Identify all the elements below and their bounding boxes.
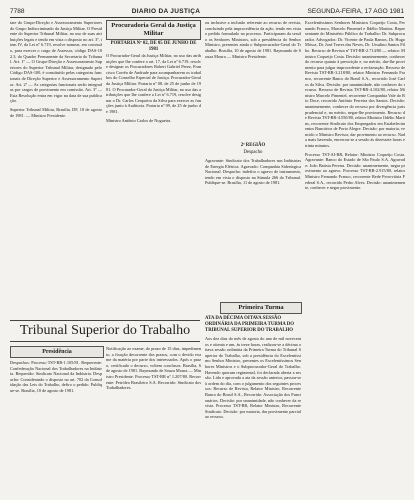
despacho-heading: Despacho xyxy=(243,150,263,155)
column-3-despacho-text: Agravante: Sindicato dos Trabalhadores nas Indústrias de Energia Elétrica. Agravado: Companhia Siderúrgica Nacional. Despacho: indefiro o agravo de instrumento, tendo em vista o disposto na Súmula 266 do Tribunal. Publique-se. Brasília, 11 de agosto de 1981. xyxy=(205,158,301,186)
column-2 xyxy=(106,53,201,315)
column-3-bottom xyxy=(205,336,301,494)
tribunal-rule-bottom xyxy=(10,341,200,342)
column-1 xyxy=(10,20,102,320)
portaria-heading: PORTARIA Nº 02, DE 05 DE JUNHO DE 1981 xyxy=(110,41,197,52)
bottom-column-1-text: Despachos: Processo TST-RR-1.105/81. Requerente: Confederação Nacional dos Trabalhadores na Indústria. Requerido: Sindicato Nacional da Indústria. Despacho: Considerando o disposto no art. 702 da Consolidação das Leis do Trabalho, defiro o pedido. Publique-se. Brasília, 10 de agosto de 1981. xyxy=(10,360,102,393)
publication-date: SEGUNDA-FEIRA, 17 AGO 1981 xyxy=(307,7,404,15)
regiao-heading: 2ª REGIÃO xyxy=(240,143,266,148)
bottom-column-1 xyxy=(10,360,102,494)
primeira-turma-heading: Primeira Turma xyxy=(220,302,302,314)
tribunal-title: Tribunal Superior do Trabalho xyxy=(19,323,191,338)
column-4-text-continued: Processo TST-AI-RR, Relator: Ministro Coqueijo Costa. Agravante: Banco do Estado de São Paulo S.A. Agravado: João Batista Pereira. Decisão: unanimemente, negar provimento ao agravo. Processo TST-RR-2.915/80, relator Ministro Fernando Franco, recorrente Rede Ferroviária Federal S.A., recorrido Pedro Alves. Decisão: unanimemente, conhecer e negar provimento. xyxy=(305,151,405,191)
column-3-top xyxy=(205,20,301,140)
column-4-text: Excelentíssimos Senhores Ministros Coqueijo Costa, Fernando Franco, Marcelo Pimentel e Ildélio Martins. Representante do Ministério Público do Trabalho: Dr. Subprocurador. Advogados: Dr. Vicente de Paula Ramos, Dr. Hugo Mósca, Dr. José Torres das Neves, Dr. Ursulino Santos Filho. Recurso de Revista nº TST-RR-2.714/80 — relator: Ministro Coqueijo Costa. Decisão: unanimemente, conhecer do recurso quanto à prescrição e, no mérito, dar-lhe provimento para julgar improcedente a reclamação. Recurso de Revista TST-RR-3.218/80, relator Ministro Fernando Franco, recorrente Banco do Brasil S.A., recorrido José Carlos da Silva. Decisão: por unanimidade, não conhecer do recurso. Recurso de Revista TST-RR-4.102/80, relator Ministro Marcelo Pimentel, recorrente Companhia Vale do Rio Doce, recorrido Antônio Ferreira dos Santos. Decisão: unanimemente, conhecer do recurso por divergência jurisprudencial e, no mérito, negar-lhe provimento. Recurso de Revista TST-RR-4.550/80, relator Ministro Ildélio Martins, recorrente Sindicato dos Empregados em Estabelecimentos Bancários de Porto Alegre. Decisão: por maioria, vencido o Ministro Revisor, dar provimento ao recurso. Nada mais havendo, encerrou-se a sessão às dezessete horas e trinta minutos. xyxy=(305,20,405,149)
procuradoria-heading: Procuradoria Geral da Justiça Militar xyxy=(111,22,196,37)
column-3-text: ou inclusive a inclusão referente ao recurso de revista, concluindo pela improcedência da ação, tendo em vista o pedido formulado no processo. Participaram da sessão os Senhores Ministros, sob a presidência do Senhor Ministro, presentes ainda o Subprocurador-Geral do Trabalho. Brasília, 10 de agosto de 1981. Raymundo de Souza Moura — Ministro Presidente. xyxy=(205,20,301,59)
procuradoria-heading-box xyxy=(106,20,201,40)
header-rule xyxy=(10,17,404,18)
column-1-text: tare do Grupo-Direção e Assessoramento Superiores do Grupo Indiscriminado da Justiça Militar. O Presidente do Superior Tribunal Militar, no uso de suas atribuições legais e tendo em vista o disposto no art. 3º, item IV, da Lei nº 6.719, resolve nomear, em comissão, para exercer o cargo de Assessor, código DAS-102.3, do Quadro Permanente da Secretaria do Tribunal. Art. 1º — O Grupo-Direção e Assessoramento Superiores do Superior Tribunal Militar, designado pelo Código DAS-100, é constituído pelas categorias funcionais de Direção Superior e Assessoramento Superior. Art. 2º — As categorias funcionais serão integradas por cargos de provimento em comissão. Art. 3º — Esta Resolução entra em vigor na data de sua publicação. xyxy=(10,20,102,104)
column-2-signature: Ministro Antônio Carlos de Nogueira. xyxy=(106,117,172,123)
bottom-column-2-text: Notificação ao exame, do prazo de 15 dias, impedimento, a fixação decorrente dos prazos, com o devido exame da matéria por parte dos interessados. Após o prazo, certificado o decurso, voltem conclusos. Brasília, 6 de agosto de 1981. Raymundo de Souza Moura — Ministro Presidente. Processo TST-RR nº 1.207/80. Recorrente: Petróleo Brasileiro S.A. Recorrido: Sindicato dos Trabalhadores. xyxy=(106,346,201,391)
publication-title: DIARIO DA JUSTIÇA xyxy=(131,7,201,15)
column-1-signature: Superior Tribunal Militar, Brasília, DF, 18 de agosto de 1981. — Ministro Presidente. xyxy=(10,106,102,118)
page-header xyxy=(10,6,404,16)
bottom-column-2 xyxy=(106,346,201,494)
session-heading: ATA DA DÉCIMA OITAVA SESSÃO ORDINÁRIA DA PRIMEIRA TURMA DO TRIBUNAL SUPERIOR DO TRABALHO xyxy=(205,316,294,333)
column-3-session-text: Aos dez dias do mês de agosto do ano de mil novecentos e oitenta e um, às treze horas, realizou-se a décima oitava sessão ordinária da Primeira Turma do Tribunal Superior do Trabalho, sob a presidência do Excelentíssimo Senhor Ministro, presentes os Excelentíssimos Senhores Ministros e o Subprocurador-Geral do Trabalho. Havendo quorum regimental, foi declarada aberta a sessão. Lida e aprovada a ata da sessão anterior, passou-se à ordem do dia, com o julgamento dos seguintes processos: Recurso de Revista, Relator Ministro, Recorrente Banco do Brasil S.A., Recorrido: Associação dos Funcionários. Decisão: por unanimidade, não conhecer da revista. Processo TST-RR, Relator Ministro, Recorrente Sindicato. Decisão: por maioria, dar provimento parcial ao recurso. xyxy=(205,336,301,420)
page-number: 7788 xyxy=(10,7,25,15)
column-3-middle xyxy=(205,158,301,298)
column-2-text: O Procurador-Geral da Justiça Militar, no uso das atribuições que lhe confere o art. 17, da Lei nº 6.719, resolve designar os Procuradores Robert Gabriel Perez, Francisco Corrêa de Andrade para acompanharem os trabalhos do Conselho Especial de Justiça. Procurador-Geral da Justiça Militar. Portaria nº 08, de 25 de junho de 1981. O Procurador-Geral da Justiça Militar, no uso das atribuições que lhe confere a Lei nº 6.719, resolve designar o Dr. Carlos Cerqueira da Silva para exercer as funções junto à Auditoria. Portaria nº 09, de 25 de junho de 1981. xyxy=(106,53,201,114)
tribunal-rule-top xyxy=(10,320,200,321)
column-4 xyxy=(305,20,405,494)
presidencia-heading: Presidência xyxy=(10,346,104,358)
